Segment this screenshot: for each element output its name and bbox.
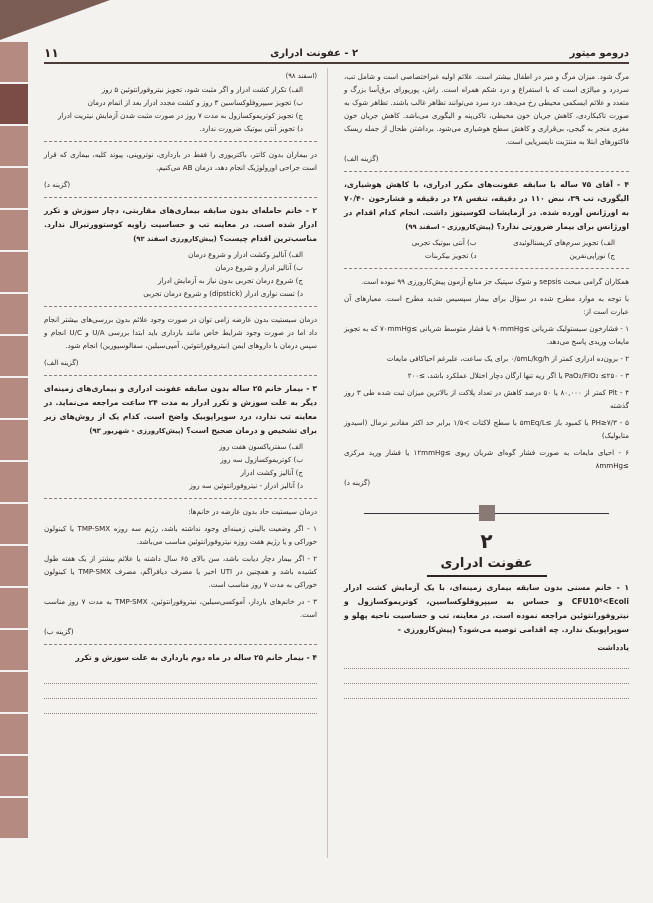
chapter-tab	[0, 754, 28, 796]
option-item: د) تجویز آنتی بیوتیک ضرورت ندارد.	[199, 124, 303, 133]
corner-decoration	[0, 0, 110, 40]
note-line	[44, 699, 317, 714]
left-column	[44, 70, 317, 714]
option-item: د) آنالیز ادرار - نیتروفورانتوئین سه روز	[189, 481, 303, 490]
answer-label: (گزینه الف)	[344, 154, 379, 163]
notes-label: یادداشت	[597, 643, 629, 652]
question-text: ۱ - خانم مسنی بدون سابقه بیماری زمینه‌ای، با یک آزمایش کشت ادرار CFU10⁵<Ecoli و حساس به سیپروفلوکساسین، کوتریموکسازول و نیتروفورانتوئین مراجعه نموده است. در معاینه، تب و حساسیت ناحیه پهلو و سوپراپوبیک ندارد. چه اقدامی توصیه می‌شود؟ (پیش‌کارورزی -	[344, 583, 629, 634]
chapter-tab	[0, 586, 28, 628]
chapter-tab	[0, 376, 28, 418]
explanation-line: همکاران گرامی مبحث sepsis و شوک سپتیک جز منابع آزمون پیش‌کارورزی ۹۹ نبوده است.	[361, 277, 629, 286]
option-item: الف) آنالیز وکشت ادرار و شروع درمان	[188, 250, 303, 259]
question-text: ۳ - بیمار خانم ۲۵ ساله بدون سابقه عفونت ادراری و بیماری‌های زمینه‌ای دیگر به علت سوزش و تکرر ادرار به مدت ۲۴ ساعت مراجعه می‌نماید. در معاینه تب ندارد، درد سوپراپوبیک واضح است. کدام یک از روش‌های زیر برای تشخیص و درمان صحیح است؟ (پیش‌کارورزی - شهریور ۹۳)	[44, 384, 317, 435]
chapter-ornament	[344, 499, 629, 529]
divider	[344, 268, 629, 269]
note-line	[344, 669, 629, 684]
notes-area	[344, 641, 629, 699]
chapter-tab	[0, 208, 28, 250]
answer-label: (گزینه د)	[44, 180, 71, 189]
divider	[44, 498, 317, 499]
explanation-line: ۲ - اگر بیمار دچار دیابت باشد، سن بالای ۶۵ سال داشته یا علائم بیشتر از یک هفته طول کشیده باشد و همچنین در UTI اخیر یا مصرف دیافراگم، مصرف TMP-SMX یا کینولون خوراکی به مدت ۷ روز مناسب است.	[44, 554, 317, 589]
explanation-line: با توجه به موارد مطرح شده در سؤال برای بیمار سپسیس شدید مطرح است. معیارهای آن عبارت است از:	[344, 294, 629, 316]
chapter-tab	[0, 82, 28, 124]
explanation-line: ۱ - فشارخون سیستولیک شریانی ≥۹۰mmHg یا فشار متوسط شریانی ≥۷۰mmHg که به تجویز مایعات وریدی پاسخ می‌دهد.	[344, 324, 629, 346]
option-item: ج) شروع درمان تجربی بدون نیاز به آزمایش ادرار	[157, 276, 303, 285]
column-divider	[327, 68, 328, 858]
explanation-text: در بیماران بدون کاتتر، باکتریوری را فقط در بارداری، نوتروپنی، پیوند کلیه، بیماری که قرار است جراحی اورولوژیک انجام دهد، درمان AB می‌کنیم.	[44, 150, 317, 172]
explanation-line: ۵ - PH≥۷/۳ یا کمبود باز ≥۵mEq/L با سطح لاکتات >۱/۵ برابر حد اکثر مقادیر نرمال (اسیدوز متابولیک)	[344, 418, 629, 440]
chapter-title: عفونت ادراری	[440, 556, 533, 571]
divider	[344, 171, 629, 172]
chapter-tab	[0, 628, 28, 670]
explanation-line: ۳ - در خانم‌های باردار، آموکسی‌سیلین، نیتروفورانتوئین، TMP-SMX به مدت ۷ روز مناسب است.	[44, 597, 317, 619]
chapter-underline	[427, 575, 547, 577]
explanation-line: ۳ - PaO₂/FIO₂ ≤۲۵۰ یا اگر ریه تنها ارگان دچار اختلال عملکرد باشد، ≥۲۰۰	[407, 371, 629, 380]
option-item: ج) تجویز کوتریموکسازول به مدت ۷ روز در صورت مثبت شدن آزمایش نیتریت ادرار	[57, 111, 303, 120]
option-item: د) تجویز بیکربنات	[425, 251, 477, 260]
option-item: ب) تجویز سیپروفلوکساسین ۳ روز و کشت مجدد ادرار بعد از اتمام درمان	[87, 98, 303, 107]
chapter-tab	[0, 670, 28, 712]
right-column	[344, 70, 629, 699]
notes-area	[44, 669, 317, 714]
chapter-tab	[0, 334, 28, 376]
option-item: الف) تکرار کشت ادرار و اگر مثبت شود، تجویز نیتروفورانتوئین ۵ روز	[101, 85, 303, 94]
chapter-tab	[0, 166, 28, 208]
explanation-line: درمان سیستیت حاد بدون عارضه در خانم‌ها:	[188, 507, 317, 516]
chapter-tab	[0, 292, 28, 334]
option-item: ج) آنالیز وکشت ادرار	[240, 468, 303, 477]
chapter-tab	[0, 250, 28, 292]
question-text: ۲ - خانم حامله‌ای بدون سابقه بیماری‌های مقاربتی، دچار سوزش و تکرر ادرار شده است. در معاینه تب و حساسیت زاویه کوستوورتبرال ندارد. مناسب‌ترین اقدام چیست؟ (پیش‌کارورزی اسفند ۹۲)	[44, 206, 317, 243]
option-item: ج) نوراپی‌نفرین	[569, 251, 615, 260]
page-header	[44, 44, 629, 64]
divider	[44, 306, 317, 307]
intro-text: مرگ شود. میزان مرگ و میر در اطفال بیشتر است. علائم اولیه غیراختصاصی است و شامل تب، سردرد و میالژی است که با استفراغ و درد شکم همراه است. راش، پورپورای برق‌آسا بزرگ و متعدد و علائم ایسکمی محیطی رخ می‌دهد. درد سرد می‌توانند تظاهر غالب باشند. تظاهر شوک به صورت تاکیکاردی، کاهش جریان خون محیطی، تاکی‌پنه و الیگوری می‌باشد. کاهش جریان خون مغزی منجر به گیجی، بی‌قراری و کاهش سطح هوشیاری می‌شود. برداشتن طحال از جمله ریسک فاکتورهای ابتلا به منتژیت نایسریایی است.	[344, 72, 629, 146]
note-line	[44, 684, 317, 699]
chapter-tab	[0, 796, 28, 838]
chapter-tab	[0, 502, 28, 544]
option-item: ب) آنتی بیوتیک تجربی	[411, 238, 477, 247]
book-title: درومو میتور	[569, 47, 629, 59]
question-ref: (پیش‌کارورزی - شهریور ۹۳)	[89, 427, 184, 435]
chapter-tab	[0, 40, 28, 82]
chapter-label: ۲ - عفونت ادراری	[270, 47, 359, 59]
question-text: ۴ - آقای ۷۵ ساله با سابقه عفونت‌های مکرر ادراری، با کاهش هوشیاری، الیگوری، تب ۳۹، نبض ۱۱۰ در دقیقه، تنفس ۲۸ در دقیقه و فشارخون ۷۰/۴۰ به اورژانس آورده شده. در آزمایشات لکوسیتوز داشت. انجام کدام اقدام در اورژانس برای بیمار ضرورتی ندارد؟ (پیش‌کارورزی - اسفند ۹۹)	[344, 180, 630, 231]
chapter-tab	[0, 544, 28, 586]
note-line	[344, 684, 629, 699]
explanation-text: درمان سیستیت بدون عارضه زامی توان در صورت وجود علائم بدون بررسی‌های بیشتر انجام داد اما در صورت وجود شرایط خاص مانند بارداری باید ابتدا بررسی U/A و U/C انجام و سپس درمان با داروهای ایمن (نیتروفورانتوئین، آمپی‌سیلین، سفالوسپورین) انجام شود.	[44, 315, 318, 350]
chapter-tab	[0, 418, 28, 460]
question-text: ۴ - بیمار خانم ۲۵ ساله در ماه دوم بارداری به علت سوزش و تکرر	[75, 653, 317, 662]
page-number: ۱۱	[44, 46, 59, 60]
option-item: ب) کوتریموکسازول سه روز	[220, 455, 303, 464]
divider	[44, 197, 317, 198]
answer-label: (گزینه ب)	[44, 627, 74, 636]
option-item: الف) تجویز سرم‌های کریستالوئیدی	[513, 238, 615, 247]
chapter-heading	[344, 499, 629, 577]
chapter-tab	[0, 124, 28, 166]
chapter-number: ۲	[480, 529, 493, 553]
explanation-line: ۴ - Plt کمتر از ۸۰,۰۰۰ یا ۵۰ درصد کاهش در تعداد پلاکت از بالاترین میزان ثبت شده طی ۳ روز گذشته	[344, 388, 629, 410]
option-item: د) تست نواری ادرار (dipstick) و شروع درمان تجربی	[143, 289, 303, 298]
explanation-line: ۲ - برون‌ده ادراری کمتر از ۰/۵mL/kg/h برای یک ساعت، علیرغم احیاکافی مایعات	[386, 354, 629, 363]
question-ref: (اسفند ۹۸)	[285, 72, 317, 80]
answer-label: (گزینه الف)	[44, 358, 79, 367]
note-line	[44, 669, 317, 684]
divider	[44, 141, 317, 142]
divider	[44, 375, 317, 376]
note-line	[344, 654, 629, 669]
explanation-line: ۶ - احیای مایعات به صورت فشار گوه‌ای شریان ریوی ≥۱۲mmHg یا فشار ورید مرکزی ≥۸mmHg	[344, 448, 629, 470]
answer-label: (گزینه د)	[344, 478, 371, 487]
explanation-line: ۱ - اگر وضعیت بالینی زمینه‌ای وجود نداشته باشد، رژیم سه روزه TMP-SMX یا کینولون خوراکی و یا رژیم هفت روزه نیتروفورانتوئین مناسب می‌باشد.	[44, 524, 317, 546]
option-item: الف) سفتریاکسون هفت روز	[219, 442, 303, 451]
options-grid	[344, 236, 629, 262]
option-item: ب) آنالیز ادرار و شروع درمان	[215, 263, 303, 272]
chapter-tabs	[0, 40, 28, 903]
question-ref: (پیش‌کارورزی - اسفند ۹۹)	[405, 223, 494, 231]
chapter-tab	[0, 460, 28, 502]
divider	[44, 644, 317, 645]
chapter-tab	[0, 712, 28, 754]
question-ref: (پیش‌کارورزی اسفند ۹۲)	[133, 235, 217, 243]
